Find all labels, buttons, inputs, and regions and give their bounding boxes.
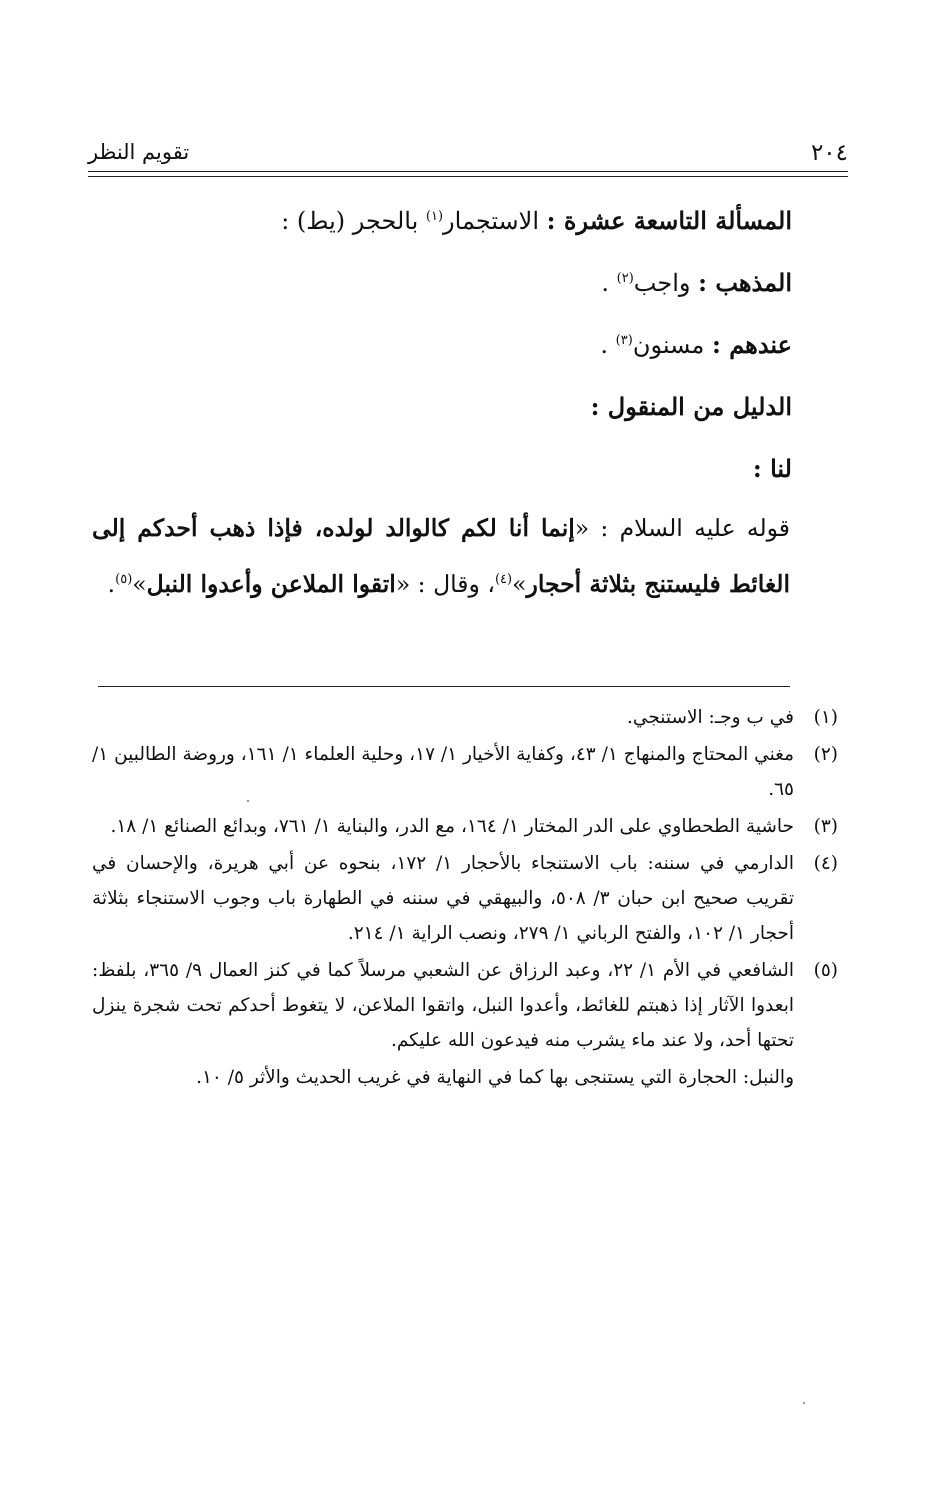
footnote-text: في ب وجـ: الاستنجي. <box>627 707 794 728</box>
footnote-separator <box>98 686 790 687</box>
speck-mark <box>247 800 249 802</box>
footnote-text: حاشية الطحطاوي على الدر المختار ١/ ١٦٤، مع الدر، والبناية ١/ ٧٦١، وبدائع الصنائع ١/ ١٨. <box>110 816 794 837</box>
footnote <box>92 953 838 1058</box>
running-title: تقويم النظر <box>88 140 190 164</box>
footnote-number: (٣) <box>813 816 838 837</box>
theirs-line <box>96 322 792 384</box>
quote-mid: ، وقال : « <box>395 570 495 598</box>
hadith-quote-2: اتقوا الملاعن وأعدوا النبل <box>146 570 396 598</box>
hadith-quote-1: إنما أنا لكم كالوالد لولده، فإذا ذهب أحدكم إلى الغائط فليستنج بثلاثة أحجار <box>92 514 790 598</box>
footnote-number: (٢) <box>813 744 838 765</box>
footnote-ref-5: (٥) <box>115 572 133 588</box>
footnote-number: (٥) <box>813 960 838 981</box>
footnote-number: (٤) <box>813 853 838 874</box>
speck-mark <box>803 1402 805 1404</box>
theirs-tail: . <box>600 331 609 359</box>
footnote-text: الدارمي في سننه: باب الاستنجاء بالأحجار ١/ ١٧٢، بنحوه عن أبي هريرة، والإحسان في تقريب صحيح ابن حبان ٣/ ٥٠٨، والبيهقي في سننه في الطهارة باب وجوب الاستنجاء بثلاثة أحجار ١/ ١٠٢، والفتح الرباني ١/ ٢٧٩، ونصب الراية ١/ ٢١٤. <box>92 853 794 944</box>
quote-end: . <box>107 570 116 598</box>
quote2-close: » <box>132 570 147 598</box>
issue-line <box>96 198 792 260</box>
footnote <box>92 846 838 951</box>
footnote-number: (١) <box>813 707 838 728</box>
footnote <box>92 809 838 844</box>
header-rule <box>88 171 848 172</box>
footnote-text: الشافعي في الأم ١/ ٢٢، وعبد الرزاق عن الشعبي مرسلاً كما في كنز العمال ٩/ ٣٦٥، بلفظ: ابعدوا الآثار إذا ذهبتم للغائط، وأعدوا النبل، واتقوا الملاعن، لا يتغوط أحدكم تحت شجرة ينزل تحتها أحد، ولا عند ماء يشرب منه فيدعون الله عليكم. <box>92 960 794 1051</box>
footnote-ref-3: (٣) <box>615 333 633 348</box>
theirs-value: مسنون <box>632 331 705 359</box>
hadith-paragraph <box>92 500 790 612</box>
quote-intro: قوله عليه السلام : « <box>574 514 790 542</box>
evidence-heading: الدليل من المنقول : <box>590 392 792 421</box>
footnotes <box>92 700 838 1095</box>
footnote-text: مغني المحتاج والمنهاج ١/ ٤٣، وكفاية الأخيار ١/ ١٧، وحلية العلماء ١/ ١٦١، وروضة الطالبين ١/ ٦٥. <box>92 744 794 800</box>
theirs-label: عندهم : <box>711 330 792 359</box>
madhhab-label: المذهب : <box>698 268 792 297</box>
page-number: ٢٠٤ <box>810 140 848 166</box>
footnote-ref-1: (١) <box>425 209 444 224</box>
issue-text: الاستجمار <box>443 207 540 235</box>
footnote <box>92 737 838 807</box>
madhhab-value: واجب <box>633 269 691 297</box>
header-rule-thin <box>88 176 848 177</box>
footnote <box>92 700 838 735</box>
main-text <box>96 198 792 508</box>
footnote-ref-2: (٢) <box>616 271 634 286</box>
madhhab-line <box>96 260 792 322</box>
quote1-close: » <box>512 570 527 598</box>
madhhab-tail: . <box>601 269 610 297</box>
issue-label: المسألة التاسعة عشرة : <box>546 206 792 235</box>
issue-tail: بالحجر (يط) : <box>281 207 419 235</box>
footnote-gloss: والنبل: الحجارة التي يستنجى بها كما في النهاية في غريب الحديث والأثر ٥/ ١٠. <box>196 1067 794 1088</box>
footnote-ref-4: (٤) <box>494 572 513 588</box>
ours-heading: لنا : <box>752 454 792 483</box>
